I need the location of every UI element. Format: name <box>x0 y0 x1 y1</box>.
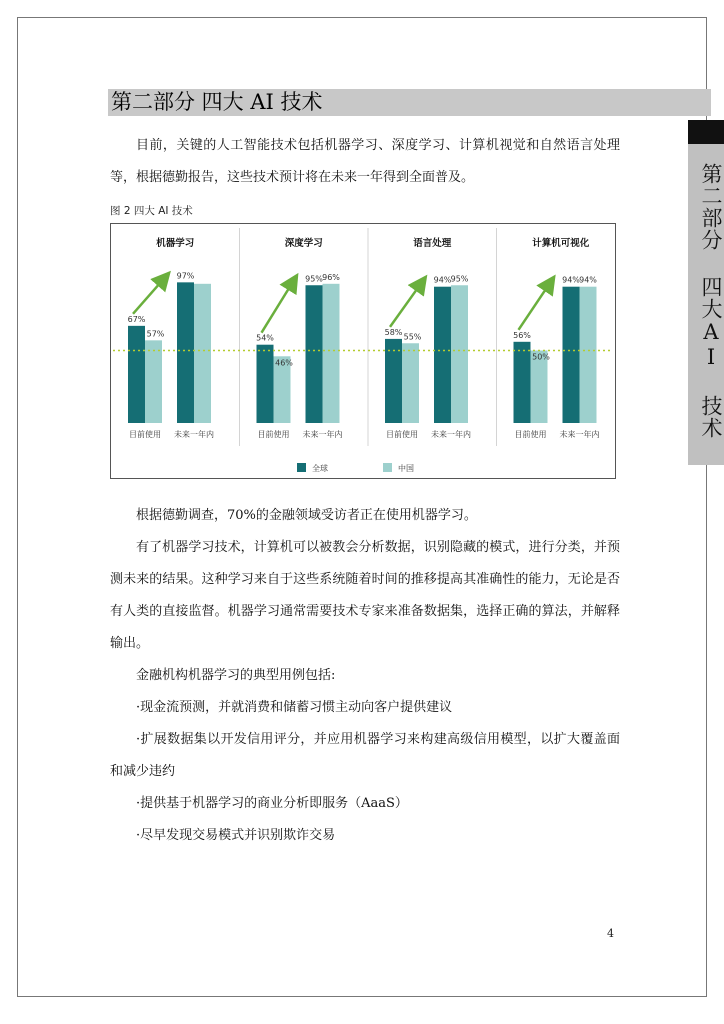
data-label: 94% <box>562 275 580 285</box>
bullet-cashflow: ·现金流预测，并就消费和储蓄习惯主动向客户提供建议 <box>136 700 453 715</box>
section-header-bar <box>108 89 711 116</box>
ai-tech-chart <box>110 223 616 479</box>
bullet-fraud: ·尽早发现交易模式并识别欺诈交易 <box>136 828 336 843</box>
data-label: 94% <box>433 275 452 285</box>
panel-title: 语言处理 <box>413 238 452 249</box>
growth-arrow <box>519 281 552 330</box>
data-label: 95% <box>305 274 323 284</box>
bullet-credit-scoring: ·扩展数据集以开发信用评分，并应用机器学习来构建高级信用模型，以扩大覆盖面和减少违约 <box>110 732 620 779</box>
data-label: 54% <box>256 333 274 343</box>
category-label: 目前使用 <box>514 430 547 439</box>
data-label: 67% <box>127 314 146 324</box>
data-label: 94% <box>579 275 597 285</box>
category-label: 目前使用 <box>257 430 290 439</box>
figure-caption: 图 2 四大 AI 技术 <box>110 205 193 217</box>
intro-paragraph: 目前，关键的人工智能技术包括机器学习、深度学习、计算机视觉和自然语言处理等，根据德勤报告，这些技术预计将在未来一年得到全面普及。 <box>110 138 620 185</box>
category-label: 未来一年内 <box>559 430 600 439</box>
paragraph-survey: 根据德勤调查，70%的金融领域受访者正在使用机器学习。 <box>136 508 477 523</box>
bar-global <box>514 342 531 423</box>
category-label: 未来一年内 <box>174 430 214 439</box>
legend-swatch-china <box>383 463 392 472</box>
data-label: 56% <box>513 330 531 340</box>
page-number: 4 <box>607 927 614 940</box>
bar-global <box>128 326 145 423</box>
bar-china <box>580 287 597 423</box>
data-label: 55% <box>403 332 422 342</box>
data-label: 96% <box>322 272 340 282</box>
bar-global <box>257 345 274 423</box>
data-label: 95% <box>450 274 469 284</box>
bar-global <box>177 282 194 423</box>
data-label: 97% <box>176 271 195 281</box>
bullet-aaas: ·提供基于机器学习的商业分析即服务（AaaS） <box>136 796 408 811</box>
bar-china <box>323 284 340 423</box>
legend-swatch-global <box>297 463 306 472</box>
category-label: 目前使用 <box>129 430 161 439</box>
side-section-tab <box>688 120 724 465</box>
growth-arrow <box>133 276 166 314</box>
bar-global <box>434 287 451 423</box>
bar-china <box>194 284 211 423</box>
growth-arrow <box>390 281 423 327</box>
category-label: 未来一年内 <box>431 430 471 439</box>
bar-global <box>385 339 402 423</box>
data-label: 50% <box>532 352 550 362</box>
growth-arrow <box>262 279 295 332</box>
paragraph-ml-description: 有了机器学习技术，计算机可以被教会分析数据，识别隐藏的模式，进行分类，并预测未来的结果。这种学习来自于这些系统随着时间的推移提高其准确性的能力，无论是否有人类的直接监督。机器学习通常需要技术专家来准备数据集，选择正确的算法，并解释输出。 <box>110 540 620 651</box>
panel-title: 计算机可视化 <box>532 238 590 249</box>
paragraph-use-cases-intro: 金融机构机器学习的典型用例包括: <box>136 668 336 683</box>
data-label: 57% <box>146 329 165 339</box>
category-label: 未来一年内 <box>302 430 343 439</box>
data-label: 58% <box>384 327 403 337</box>
legend-label-china: 中国 <box>398 464 414 473</box>
panel-title: 深度学习 <box>284 238 323 249</box>
side-tab-label: 第二部分 四大AI 技术 <box>699 163 723 439</box>
panel-title: 机器学习 <box>156 238 195 249</box>
bar-global <box>306 285 323 423</box>
section-title: 第二部分 四大 AI 技术 <box>111 90 323 114</box>
bar-global <box>563 287 580 423</box>
bar-china <box>402 343 419 423</box>
bar-china <box>451 285 468 423</box>
side-tab-marker <box>688 120 724 144</box>
data-label: 46% <box>275 358 293 368</box>
chart-svg <box>111 224 615 478</box>
category-label: 目前使用 <box>386 430 418 439</box>
legend-label-global: 全球 <box>312 464 328 473</box>
bar-china <box>145 340 162 423</box>
